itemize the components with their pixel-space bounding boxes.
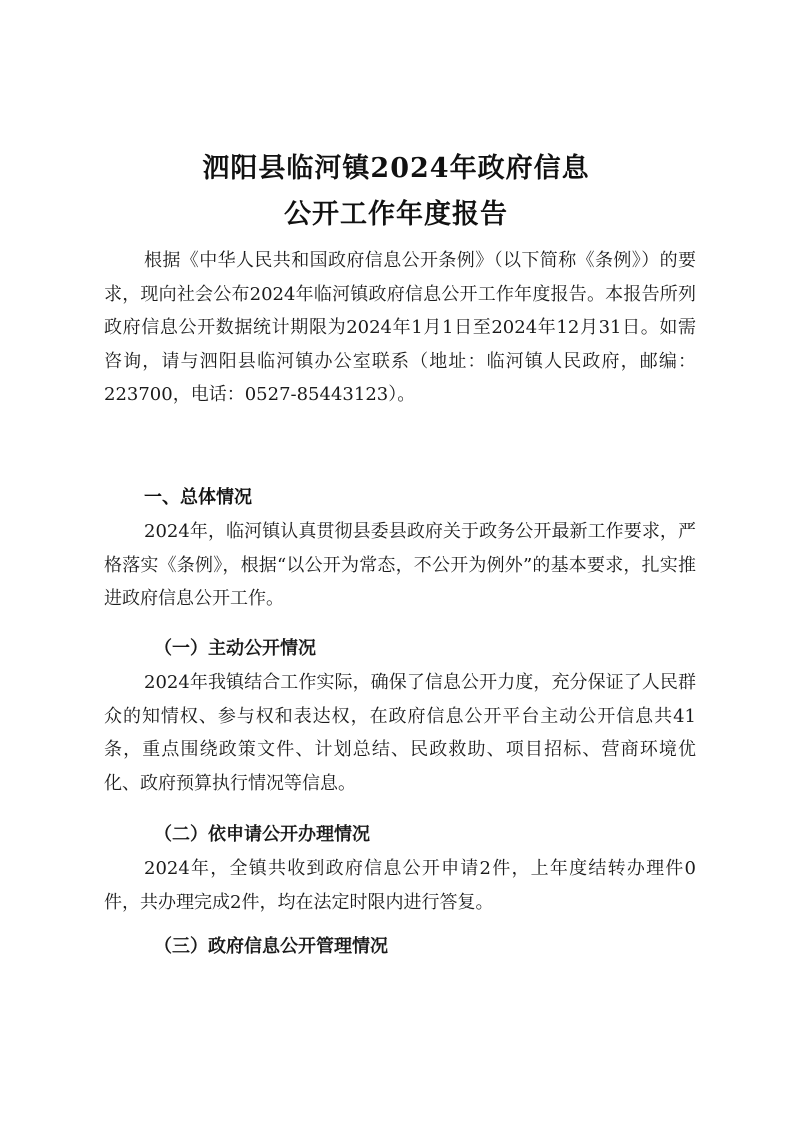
document-title-line2: 公开工作年度报告 bbox=[284, 199, 508, 230]
document-title-line1: 泗阳县临河镇2024年政府信息 bbox=[202, 153, 590, 184]
overview-paragraph: 2024年，临河镇认真贯彻县委县政府关于政务公开最新工作要求，严格落实《条例》，根据“以公开为常态，不公开为例外”的基本要求，扎实推进政府信息公开工作。 bbox=[104, 521, 696, 609]
subsection-heading-proactive: （一）主动公开情况 bbox=[154, 638, 316, 659]
subsection-heading-management: （三）政府信息公开管理情况 bbox=[154, 936, 388, 957]
application-paragraph: 2024年，全镇共收到政府信息公开申请2件，上年度结转办理件0件，共办理完成2件，均在法定时限内进行答复。 bbox=[104, 858, 696, 913]
section-heading-overview: 一、总体情况 bbox=[144, 487, 252, 508]
intro-paragraph: 根据《中华人民共和国政府信息公开条例》（以下简称《条例》）的要求，现向社会公布2024年临河镇政府信息公开工作年度报告。本报告所列政府信息公开数据统计期限为2024年1月1日至2024年12月31日。如需咨询，请与泗阳县临河镇办公室联系（地址：临河镇人民政府，邮编：223700，电话：0527-85443123）。 bbox=[104, 250, 696, 405]
proactive-paragraph: 2024年我镇结合工作实际，确保了信息公开力度，充分保证了人民群众的知情权、参与权和表达权，在政府信息公开平台主动公开信息共41条，重点围绕政策文件、计划总结、民政救助、项目招标、营商环境优化、政府预算执行情况等信息。 bbox=[104, 672, 696, 794]
subsection-heading-application: （二）依申请公开办理情况 bbox=[154, 824, 370, 845]
